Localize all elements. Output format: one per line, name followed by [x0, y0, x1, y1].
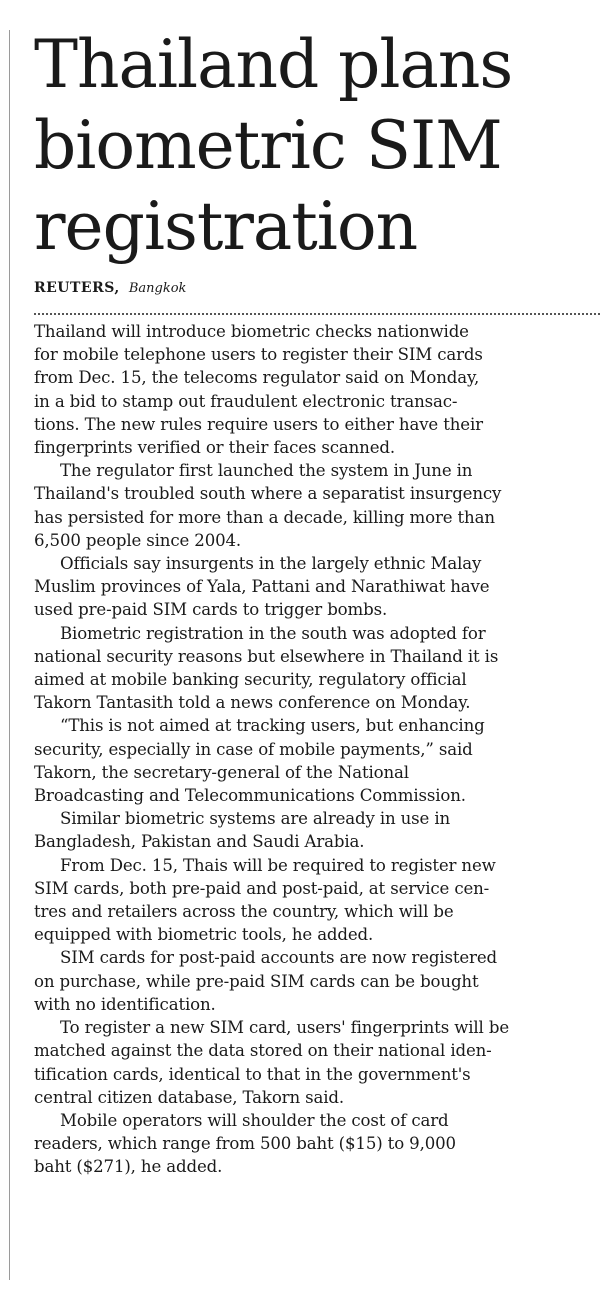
byline-agency: REUTERS, — [34, 280, 120, 296]
paragraph-2 — [34, 459, 600, 552]
paragraph-10 — [34, 1109, 600, 1179]
body-line: Muslim provinces of Yala, Pattani and Narathiwat have — [34, 577, 490, 597]
body-line: Takorn, the secretary-general of the National — [34, 762, 409, 782]
body-line: national security reasons but elsewhere in Thailand it is — [34, 646, 499, 666]
body-line: fingerprints verified or their faces scanned. — [34, 438, 395, 458]
body-line: To register a new SIM card, users' fingerprints will be — [60, 1018, 509, 1038]
byline-dateline: Bangkok — [128, 281, 187, 296]
body-line: Thailand will introduce biometric checks nationwide — [34, 322, 469, 341]
body-line: matched against the data stored on their national iden- — [34, 1041, 492, 1061]
body-line: Broadcasting and Telecommunications Commission. — [34, 786, 466, 806]
body-line: tions. The new rules require users to either have their — [34, 414, 483, 434]
paragraph-5 — [34, 714, 600, 807]
paragraph-1 — [34, 320, 600, 459]
article-body — [34, 320, 600, 1179]
body-line: central citizen database, Takorn said. — [34, 1087, 344, 1107]
headline — [34, 24, 602, 267]
body-line: Similar biometric systems are already in use in — [60, 809, 451, 829]
body-line: aimed at mobile banking security, regulatory official — [34, 670, 467, 690]
body-line: baht ($271), he added. — [34, 1157, 223, 1177]
body-line: security, especially in case of mobile payments,” said — [34, 739, 473, 759]
body-line: 6,500 people since 2004. — [34, 530, 242, 550]
body-line: SIM cards for post-paid accounts are now registered — [60, 948, 497, 968]
paragraph-6 — [34, 807, 600, 853]
body-line: in a bid to stamp out fraudulent electronic transac- — [34, 391, 458, 411]
body-line: readers, which range from 500 baht ($15) to 9,000 — [34, 1134, 456, 1154]
body-line: Takorn Tantasith told a news conference on Monday. — [34, 693, 471, 713]
paragraph-4 — [34, 622, 600, 715]
headline-line: registration — [34, 188, 418, 265]
byline — [34, 275, 602, 299]
paragraph-8 — [34, 946, 600, 1016]
body-line: Officials say insurgents in the largely ethnic Malay — [60, 554, 482, 574]
body-line: “This is not aimed at tracking users, but enhancing — [60, 716, 485, 736]
body-line: Bangladesh, Pakistan and Saudi Arabia. — [34, 832, 365, 852]
body-line: from Dec. 15, the telecoms regulator said on Monday, — [34, 368, 480, 388]
body-line: tification cards, identical to that in the government's — [34, 1064, 471, 1084]
paragraph-7 — [34, 854, 600, 947]
dotted-divider — [34, 313, 600, 315]
body-line: From Dec. 15, Thais will be required to register new — [60, 855, 496, 875]
news-article — [34, 0, 602, 1179]
body-line: Thailand's troubled south where a separatist insurgency — [34, 484, 502, 504]
body-line: Mobile operators will shoulder the cost of card — [60, 1110, 449, 1130]
headline-line: Thailand plans — [34, 26, 513, 103]
headline-line: biometric SIM — [34, 107, 502, 184]
column-left-rule — [9, 30, 10, 1280]
body-line: for mobile telephone users to register their SIM cards — [34, 345, 483, 365]
body-line: The regulator first launched the system in June in — [60, 461, 473, 481]
body-line: equipped with biometric tools, he added. — [34, 925, 374, 945]
paragraph-3 — [34, 552, 600, 622]
paragraph-9 — [34, 1016, 600, 1109]
body-line: on purchase, while pre-paid SIM cards can be bought — [34, 971, 479, 991]
body-line: SIM cards, both pre-paid and post-paid, at service cen- — [34, 878, 490, 898]
body-line: has persisted for more than a decade, killing more than — [34, 507, 495, 527]
body-line: with no identification. — [34, 994, 216, 1014]
body-line: used pre-paid SIM cards to trigger bombs. — [34, 600, 388, 620]
body-line: tres and retailers across the country, which will be — [34, 902, 454, 922]
body-line: Biometric registration in the south was adopted for — [60, 623, 486, 643]
